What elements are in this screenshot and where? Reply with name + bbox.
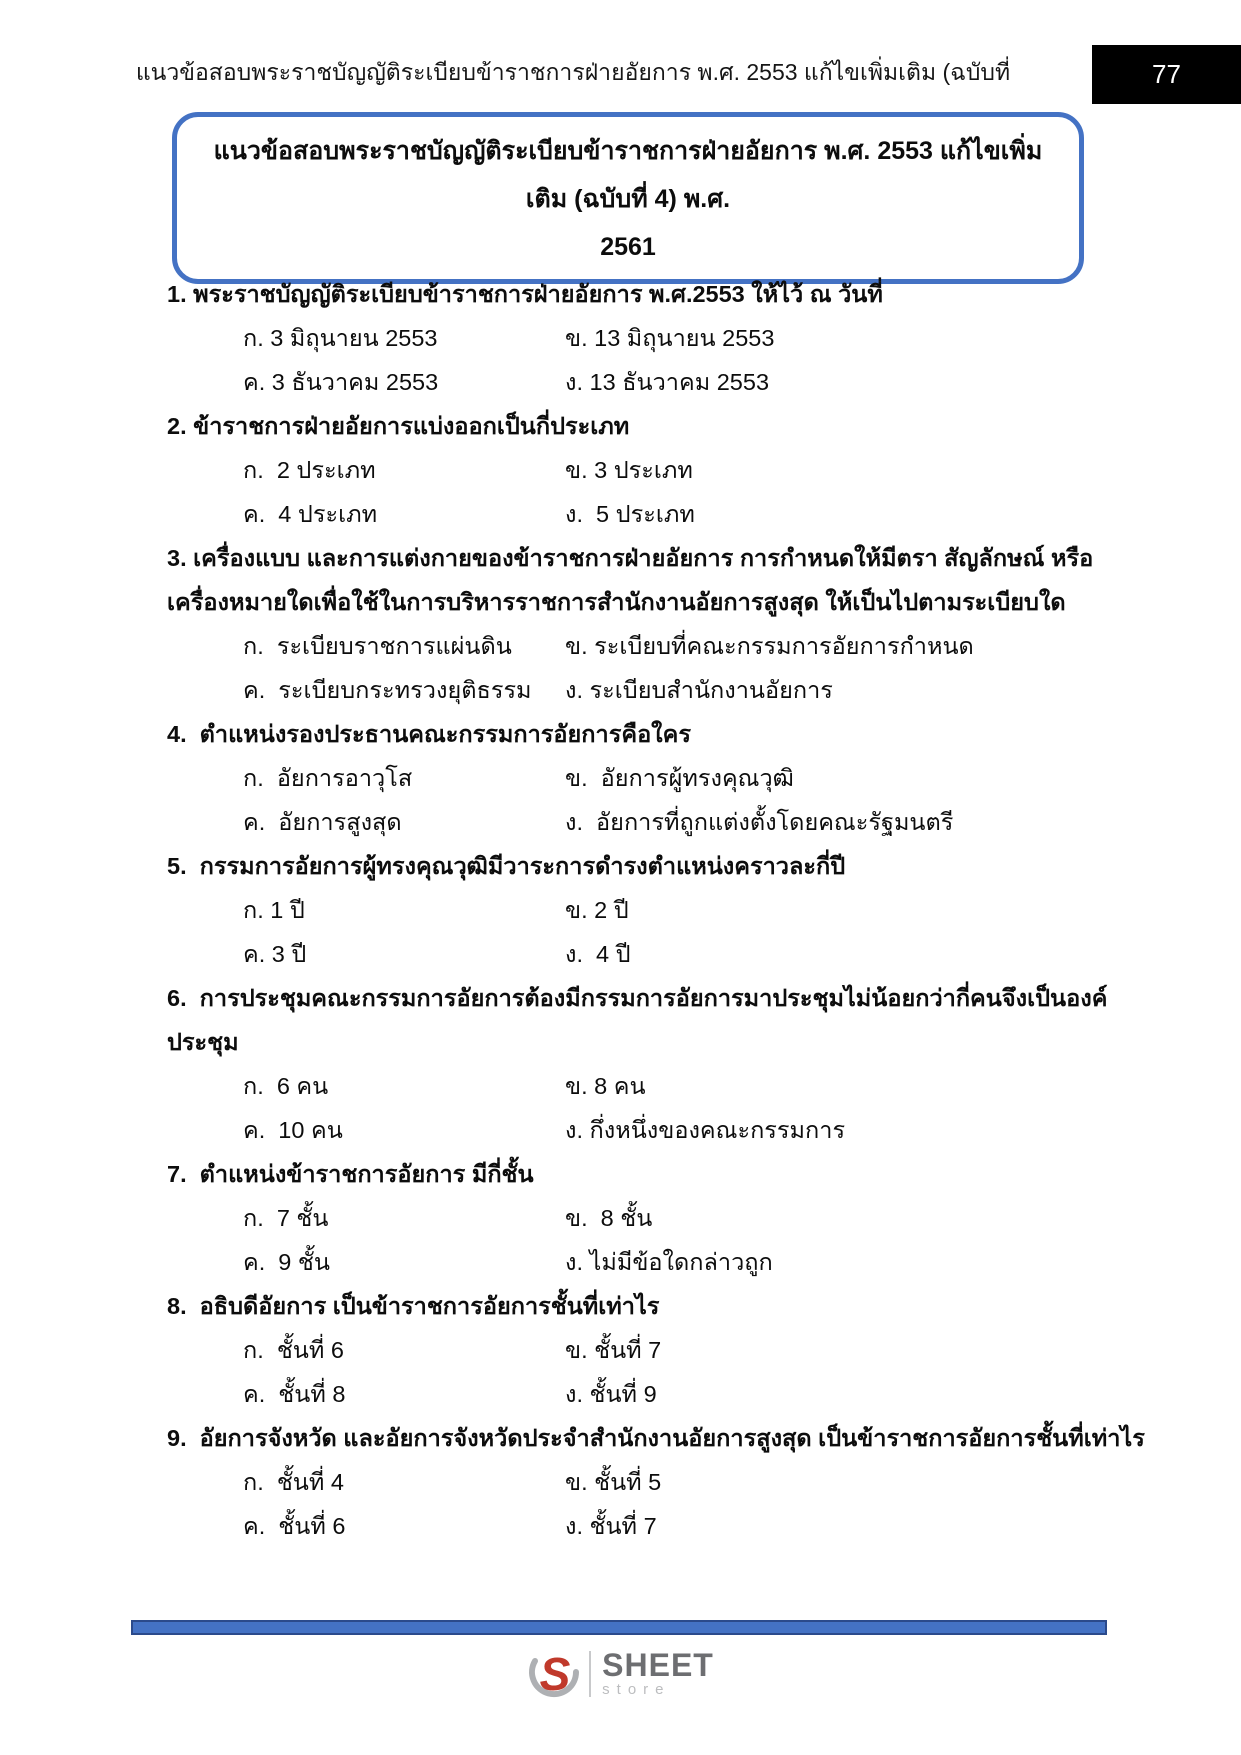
question-text: 8. อธิบดีอัยการ เป็นข้าราชการอัยการชั้นที่เท่าไร bbox=[167, 1293, 660, 1319]
options-row bbox=[167, 1240, 1093, 1284]
option: ข. ระเบียบที่คณะกรรมการอัยการกำหนด bbox=[565, 633, 974, 659]
options-row bbox=[167, 1196, 1093, 1240]
option: ก. 1 ปี bbox=[243, 897, 305, 923]
question-text: เครื่องหมายใดเพื่อใช้ในการบริหารราชการสำนักงานอัยการสูงสุด ให้เป็นไปตามระเบียบใด bbox=[167, 589, 1066, 615]
question-text: 7. ตำแหน่งข้าราชการอัยการ มีกี่ชั้น bbox=[167, 1161, 534, 1187]
page-number: 77 bbox=[1152, 59, 1181, 89]
logo-divider bbox=[589, 1651, 591, 1697]
brand-subtitle: store bbox=[602, 1681, 671, 1698]
question-block bbox=[167, 272, 1093, 404]
question-text: 4. ตำแหน่งรองประธานคณะกรรมการอัยการคือใคร bbox=[167, 721, 691, 747]
option: ก. ชั้นที่ 4 bbox=[243, 1469, 344, 1495]
question-block bbox=[167, 1284, 1093, 1416]
option: ค. ชั้นที่ 8 bbox=[243, 1381, 346, 1407]
options-row bbox=[167, 932, 1093, 976]
exam-title-box bbox=[172, 112, 1084, 284]
question-block bbox=[167, 536, 1093, 712]
options-row bbox=[167, 316, 1093, 360]
option: ง. กึ่งหนึ่งของคณะกรรมการ bbox=[565, 1117, 846, 1143]
option: ก. 6 คน bbox=[243, 1073, 329, 1099]
running-header-title: แนวข้อสอบพระราชบัญญัติระเบียบข้าราชการฝ่ายอัยการ พ.ศ. 2553 แก้ไขเพิ่มเติม (ฉบับที่ bbox=[135, 59, 1011, 85]
sheet-store-s-icon bbox=[527, 1645, 581, 1703]
option: ค. อัยการสูงสุด bbox=[243, 809, 402, 835]
question-text: 3. เครื่องแบบ และการแต่งกายของข้าราชการฝ่ายอัยการ การกำหนดให้มีตรา สัญลักษณ์ หรือ bbox=[167, 545, 1094, 571]
options-row bbox=[167, 360, 1093, 404]
options-row bbox=[167, 756, 1093, 800]
option: ง. ระเบียบสำนักงานอัยการ bbox=[565, 677, 833, 703]
options-row bbox=[167, 888, 1093, 932]
options-row bbox=[167, 1372, 1093, 1416]
question-text: 6. การประชุมคณะกรรมการอัยการต้องมีกรรมการอัยการมาประชุมไม่น้อยกว่ากี่คนจึงเป็นองค์ bbox=[167, 985, 1108, 1011]
options-row bbox=[167, 1460, 1093, 1504]
option: ค. ระเบียบกระทรวงยุติธรรม bbox=[243, 677, 532, 703]
options-row bbox=[167, 492, 1093, 536]
question-block bbox=[167, 1152, 1093, 1284]
options-row bbox=[167, 1108, 1093, 1152]
option: ก. 7 ชั้น bbox=[243, 1205, 329, 1231]
exam-title-line-2: 2561 bbox=[600, 233, 656, 261]
exam-title-line-1: แนวข้อสอบพระราชบัญญัติระเบียบข้าราชการฝ่ายอัยการ พ.ศ. 2553 แก้ไขเพิ่มเติม (ฉบับที่ 4) พ.ศ. bbox=[213, 137, 1043, 213]
page-number-box bbox=[1092, 45, 1241, 104]
option: ง. ชั้นที่ 9 bbox=[565, 1381, 657, 1407]
options-row bbox=[167, 1064, 1093, 1108]
option: ง. 5 ประเภท bbox=[565, 501, 695, 527]
option: ง. 4 ปี bbox=[565, 941, 631, 967]
options-row bbox=[167, 624, 1093, 668]
question-text: 9. อัยการจังหวัด และอัยการจังหวัดประจำสำนักงานอัยการสูงสุด เป็นข้าราชการอัยการชั้นที่เท่าไร bbox=[167, 1425, 1145, 1451]
option: ข. 8 คน bbox=[565, 1073, 646, 1099]
option: ค. 3 ปี bbox=[243, 941, 307, 967]
question-block bbox=[167, 1416, 1145, 1548]
options-row bbox=[167, 668, 1093, 712]
option: ค. 9 ชั้น bbox=[243, 1249, 330, 1275]
option: ข. อัยการผู้ทรงคุณวุฒิ bbox=[565, 765, 794, 791]
option: ก. ชั้นที่ 6 bbox=[243, 1337, 344, 1363]
option: ก. ระเบียบราชการแผ่นดิน bbox=[243, 633, 512, 659]
options-row bbox=[167, 1504, 1093, 1548]
options-row bbox=[167, 1328, 1093, 1372]
option: ก. อัยการอาวุโส bbox=[243, 765, 413, 791]
footer-logo bbox=[0, 1642, 1241, 1706]
option: ก. 3 มิถุนายน 2553 bbox=[243, 325, 438, 351]
option: ง. อัยการที่ถูกแต่งตั้งโดยคณะรัฐมนตรี bbox=[565, 809, 954, 835]
option: ค. 10 คน bbox=[243, 1117, 343, 1143]
question-block bbox=[167, 976, 1108, 1152]
footer-divider-bar bbox=[131, 1620, 1107, 1635]
question-text: 2. ข้าราชการฝ่ายอัยการแบ่งออกเป็นกี่ประเภท bbox=[167, 413, 630, 439]
option: ข. 13 มิถุนายน 2553 bbox=[565, 325, 775, 351]
brand-name: SHEET bbox=[602, 1647, 714, 1683]
option: ง. 13 ธันวาคม 2553 bbox=[565, 369, 770, 395]
option: ข. 8 ชั้น bbox=[565, 1205, 653, 1231]
options-row bbox=[167, 800, 1093, 844]
option: ข. ชั้นที่ 5 bbox=[565, 1469, 662, 1495]
option: ก. 2 ประเภท bbox=[243, 457, 376, 483]
question-block bbox=[167, 712, 1093, 844]
question-block bbox=[167, 404, 1093, 536]
option: ข. ชั้นที่ 7 bbox=[565, 1337, 662, 1363]
svg-text:S: S bbox=[539, 1648, 571, 1700]
option: ง. ไม่มีข้อใดกล่าวถูก bbox=[565, 1249, 773, 1275]
option: ข. 2 ปี bbox=[565, 897, 629, 923]
questions-list bbox=[167, 272, 1145, 1548]
question-text: 1. พระราชบัญญัติระเบียบข้าราชการฝ่ายอัยการ พ.ศ.2553 ให้ไว้ ณ วันที่ bbox=[167, 281, 883, 307]
option: ข. 3 ประเภท bbox=[565, 457, 693, 483]
option: ง. ชั้นที่ 7 bbox=[565, 1513, 657, 1539]
question-text: 5. กรรมการอัยการผู้ทรงคุณวุฒิมีวาระการดำรงตำแหน่งคราวละกี่ปี bbox=[167, 853, 846, 879]
question-text: ประชุม bbox=[167, 1029, 239, 1055]
option: ค. ชั้นที่ 6 bbox=[243, 1513, 346, 1539]
options-row bbox=[167, 448, 1093, 492]
option: ค. 3 ธันวาคม 2553 bbox=[243, 369, 439, 395]
question-block bbox=[167, 844, 1093, 976]
option: ค. 4 ประเภท bbox=[243, 501, 378, 527]
